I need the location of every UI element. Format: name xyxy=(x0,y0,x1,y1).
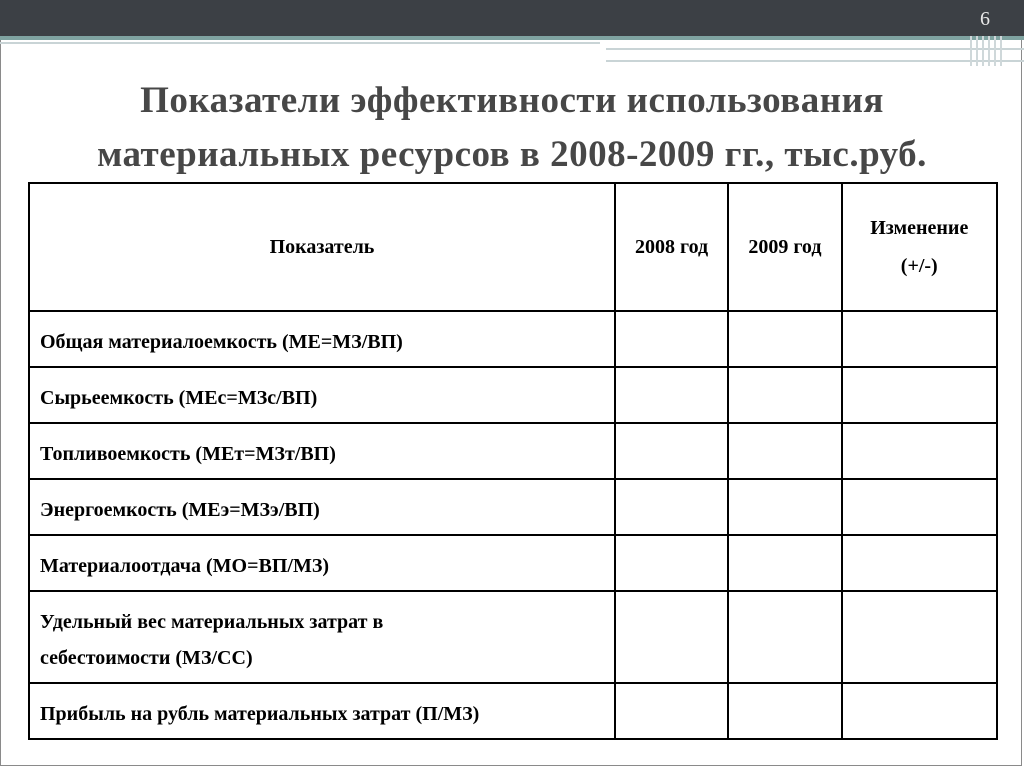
cell-2009 xyxy=(728,367,841,423)
table-row xyxy=(29,311,997,367)
row-label: Общая материалоемкость (МЕ=МЗ/ВП) xyxy=(29,311,615,367)
row-label: Материалоотдача (МО=ВП/МЗ) xyxy=(29,535,615,591)
row-label: Энергоемкость (МЕэ=МЗэ/ВП) xyxy=(29,479,615,535)
cell-change xyxy=(842,591,997,683)
cell-2008 xyxy=(615,367,728,423)
row-label-line-2: себестоимости (МЗ/СС) xyxy=(40,647,253,669)
row-label xyxy=(29,591,615,683)
cell-change xyxy=(842,367,997,423)
slide-number: 6 xyxy=(980,8,990,30)
header-2008: 2008 год xyxy=(615,183,728,311)
cell-2009 xyxy=(728,479,841,535)
cell-2009 xyxy=(728,311,841,367)
slide-title-line-1: Показатели эффективности использования xyxy=(140,80,884,121)
table-row xyxy=(29,367,997,423)
table-row xyxy=(29,591,997,683)
header-change-line-1: Изменение xyxy=(870,217,969,239)
cell-change xyxy=(842,479,997,535)
cell-2009 xyxy=(728,683,841,739)
accent-stripe xyxy=(0,36,1024,40)
row-label: Прибыль на рубль материальных затрат (П/МЗ) xyxy=(29,683,615,739)
cell-change xyxy=(842,535,997,591)
accent-stripe-thin xyxy=(0,42,600,44)
slide-title xyxy=(0,74,1024,182)
header-2009: 2009 год xyxy=(728,183,841,311)
indicators-table xyxy=(28,182,998,740)
slide-title-line-2: материальных ресурсов в 2008-2009 гг., тыс.руб. xyxy=(97,134,927,175)
cell-2009 xyxy=(728,535,841,591)
top-bar xyxy=(0,0,1024,36)
header-change xyxy=(842,183,997,311)
cell-2008 xyxy=(615,311,728,367)
accent-stripe-thin-right-2 xyxy=(606,60,1024,62)
cell-2009 xyxy=(728,591,841,683)
header-indicator: Показатель xyxy=(29,183,615,311)
table-row xyxy=(29,683,997,739)
row-label: Топливоемкость (МЕт=МЗт/ВП) xyxy=(29,423,615,479)
cell-change xyxy=(842,311,997,367)
cell-change xyxy=(842,683,997,739)
table-row xyxy=(29,479,997,535)
row-label-line-1: Удельный вес материальных затрат в xyxy=(40,611,384,633)
header-change-line-2: (+/-) xyxy=(900,255,938,277)
cell-2008 xyxy=(615,423,728,479)
table-row xyxy=(29,423,997,479)
cell-2009 xyxy=(728,423,841,479)
corner-decoration xyxy=(970,36,1010,66)
cell-2008 xyxy=(615,479,728,535)
table-row xyxy=(29,535,997,591)
table-header-row xyxy=(29,183,997,311)
cell-change xyxy=(842,423,997,479)
cell-2008 xyxy=(615,591,728,683)
cell-2008 xyxy=(615,535,728,591)
cell-2008 xyxy=(615,683,728,739)
accent-stripe-thin-right xyxy=(606,48,1024,50)
row-label: Сырьеемкость (МЕс=МЗс/ВП) xyxy=(29,367,615,423)
